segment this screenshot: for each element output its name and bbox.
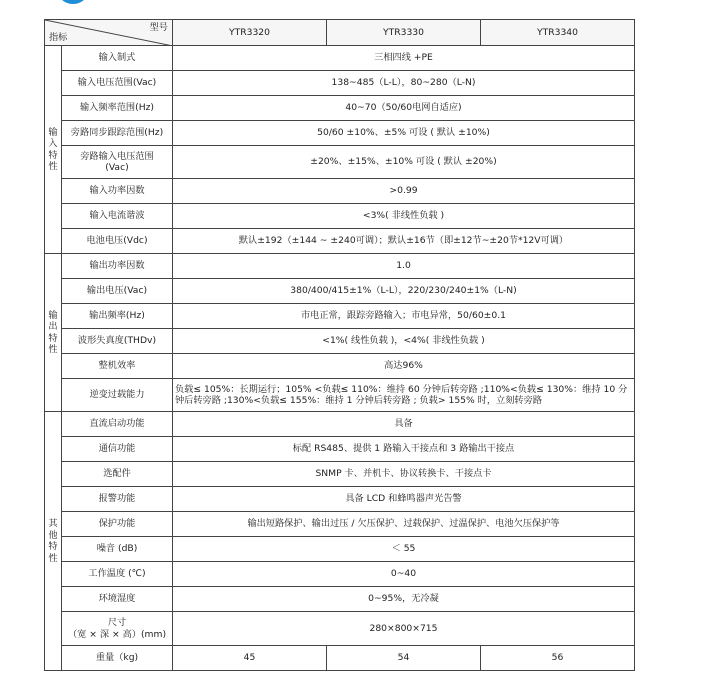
- table-row: [45, 96, 635, 121]
- table-row: [45, 46, 635, 71]
- table-row: [45, 437, 635, 462]
- row-value: >0.99: [173, 179, 635, 204]
- table-row: [45, 71, 635, 96]
- table-row: [45, 121, 635, 146]
- row-value: 具备 LCD 和蜂鸣器声光告警: [173, 487, 635, 512]
- table-row: [45, 279, 635, 304]
- row-label: 通信功能: [62, 437, 173, 462]
- row-label: 环境湿度: [62, 587, 173, 612]
- row-label: 输入电压范围(Vac): [62, 71, 173, 96]
- row-value: 默认±192（±144 ~ ±240可调）；默认±16节（即±12节~±20节*12V可调）: [173, 229, 635, 254]
- row-label: 电池电压(Vdc): [62, 229, 173, 254]
- row-value: 市电正常，跟踪旁路输入；市电异常，50/60±0.1: [173, 304, 635, 329]
- table-row: [45, 179, 635, 204]
- category-output: [45, 254, 62, 412]
- table-row: [45, 537, 635, 562]
- model-ytr3340: YTR3340: [481, 20, 635, 46]
- row-label: 输出电压(Vac): [62, 279, 173, 304]
- row-label: 输入频率范围(Hz): [62, 96, 173, 121]
- category-label: 其他特性: [48, 518, 58, 564]
- row-label: 旁路同步跟踪范围(Hz): [62, 121, 173, 146]
- row-label: 波形失真度(THDv): [62, 329, 173, 354]
- row-value: ＜ 55: [173, 537, 635, 562]
- table-row: [45, 329, 635, 354]
- row-label: 输出频率(Hz): [62, 304, 173, 329]
- row-label: 输入电流谐波: [62, 204, 173, 229]
- brand-logo-fragment: [56, 0, 90, 4]
- row-label: 报警功能: [62, 487, 173, 512]
- row-value: 0~95%，无冷凝: [173, 587, 635, 612]
- row-value: ±20%、±15%、±10% 可设 ( 默认 ±20%): [173, 146, 635, 179]
- table-row: [45, 354, 635, 379]
- table-row: [45, 562, 635, 587]
- table-row: [45, 512, 635, 537]
- model-ytr3320: YTR3320: [173, 20, 327, 46]
- row-label: 输入制式: [62, 46, 173, 71]
- row-value: 280×800×715: [173, 612, 635, 646]
- table-row: [45, 612, 635, 646]
- row-label: 直流启动功能: [62, 412, 173, 437]
- row-value: 40~70（50/60电网自适应): [173, 96, 635, 121]
- row-value: 45: [173, 646, 327, 671]
- row-value: 标配 RS485、提供 1 路输入干接点和 3 路输出干接点: [173, 437, 635, 462]
- table-row: [45, 646, 635, 671]
- category-input: [45, 46, 62, 254]
- row-label: 输入功率因数: [62, 179, 173, 204]
- row-value: 54: [327, 646, 481, 671]
- row-value: 1.0: [173, 254, 635, 279]
- row-label: 选配件: [62, 462, 173, 487]
- row-value: 三相四线 +PE: [173, 46, 635, 71]
- header-row: [45, 20, 635, 46]
- row-label: 重量（kg): [62, 646, 173, 671]
- row-label: 保护功能: [62, 512, 173, 537]
- model-ytr3330: YTR3330: [327, 20, 481, 46]
- row-value: <1%( 线性负载 )，<4%( 非线性负载 ): [173, 329, 635, 354]
- row-value: 输出短路保护、输出过压 / 欠压保护、过载保护、过温保护、电池欠压保护等: [173, 512, 635, 537]
- row-value: 负载≤ 105%：长期运行；105% <负载≤ 110%：维持 60 分钟后转旁路 ;110%<负载≤ 130%：维持 10 分钟后转旁路 ;130%<负载≤ 155%：维持 1 分钟后转旁路 ; 负载> 155% 时，立刻转旁路: [173, 379, 635, 412]
- row-value: <3%( 非线性负载 ): [173, 204, 635, 229]
- table-row: [45, 379, 635, 412]
- spec-table: [44, 19, 635, 671]
- row-value: 高达96%: [173, 354, 635, 379]
- table-row: [45, 146, 635, 179]
- category-other: [45, 412, 62, 671]
- header-corner-cell: [45, 20, 173, 46]
- row-value: 50/60 ±10%、±5% 可设 ( 默认 ±10%): [173, 121, 635, 146]
- row-label: 整机效率: [62, 354, 173, 379]
- table-row: [45, 487, 635, 512]
- table-row: [45, 587, 635, 612]
- row-label: 逆变过载能力: [62, 379, 173, 412]
- row-value: 具备: [173, 412, 635, 437]
- table-row: [45, 462, 635, 487]
- index-label: 指标: [49, 31, 68, 43]
- row-value: 56: [481, 646, 635, 671]
- model-label: 型号: [149, 22, 168, 33]
- table-row: [45, 204, 635, 229]
- table-row: [45, 229, 635, 254]
- row-label: 尺寸 （宽 × 深 × 高）(mm): [62, 612, 173, 646]
- row-value: SNMP 卡、并机卡、协议转换卡、干接点卡: [173, 462, 635, 487]
- row-label: 噪音 (dB): [62, 537, 173, 562]
- row-value: 0~40: [173, 562, 635, 587]
- row-label: 工作温度 (℃): [62, 562, 173, 587]
- row-value: 380/400/415±1%（L-L），220/230/240±1%（L-N): [173, 279, 635, 304]
- category-label: 输入特性: [48, 126, 58, 172]
- row-value: 138~485（L-L），80~280（L-N): [173, 71, 635, 96]
- row-label: 旁路输入电压范围 (Vac): [62, 146, 173, 179]
- row-label: 输出功率因数: [62, 254, 173, 279]
- category-label: 输出特性: [48, 309, 58, 355]
- table-row: [45, 412, 635, 437]
- table-row: [45, 304, 635, 329]
- table-row: [45, 254, 635, 279]
